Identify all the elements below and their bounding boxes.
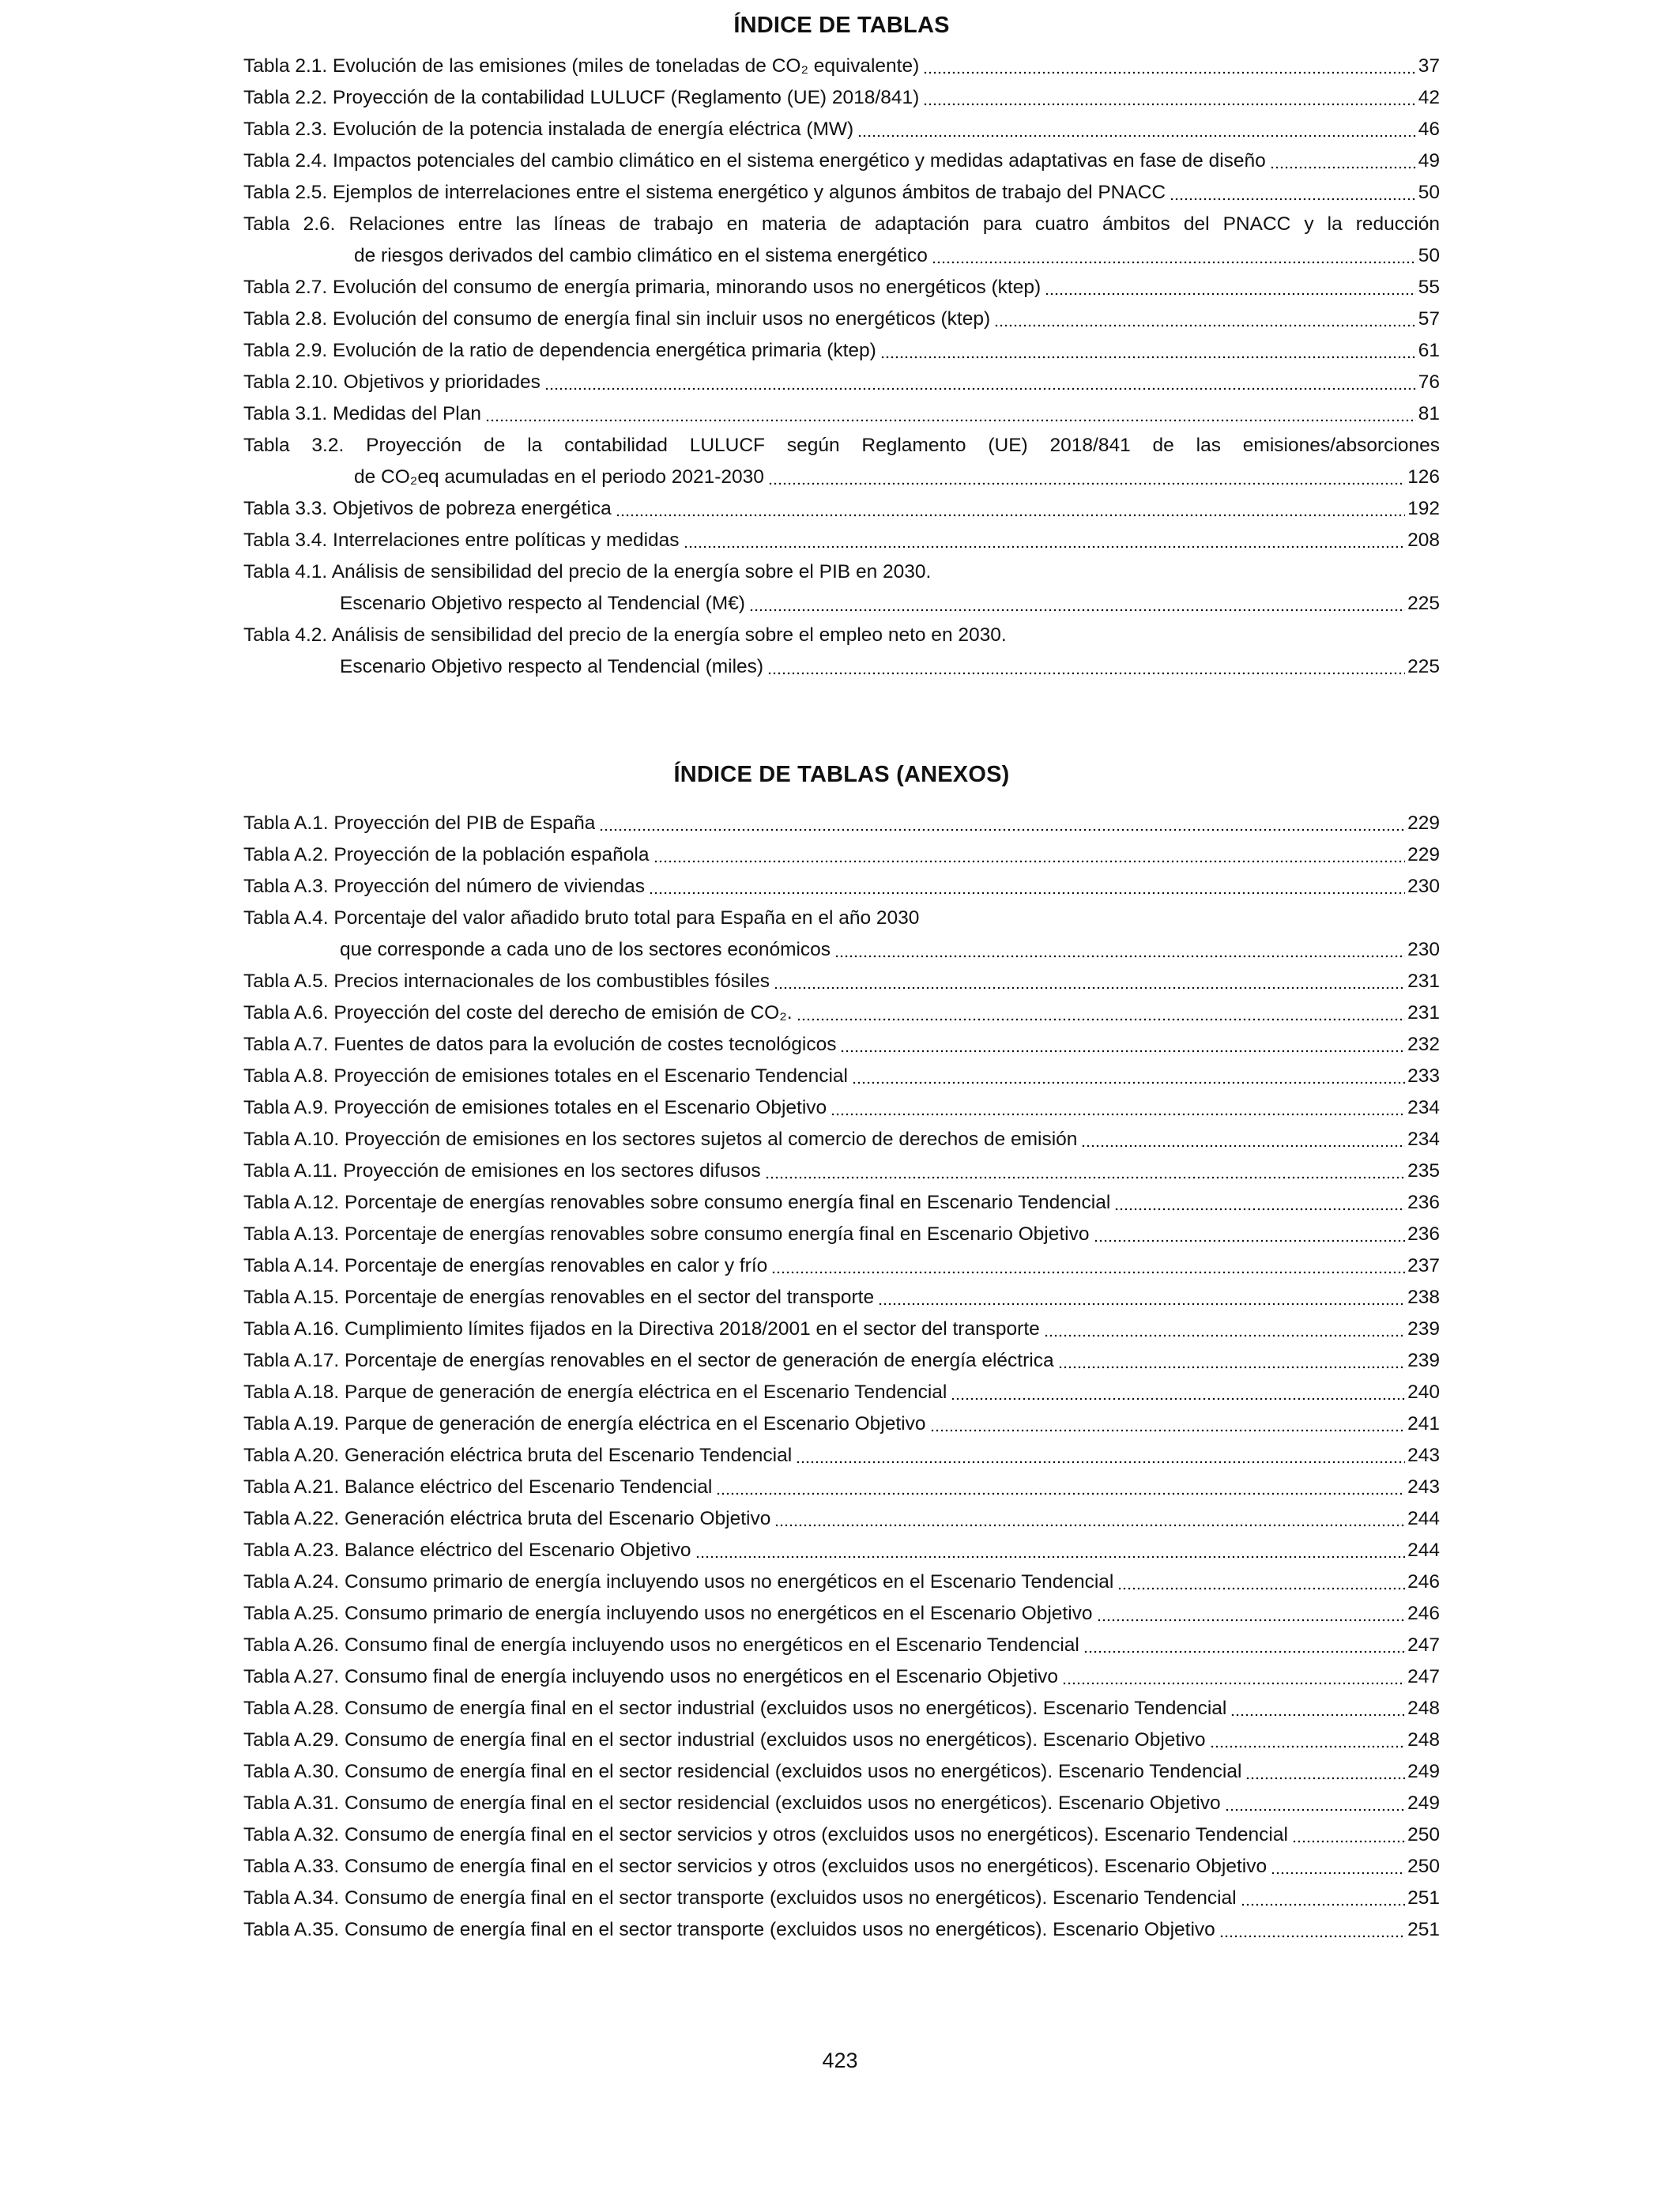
- toc-entry-page: 37: [1418, 55, 1440, 77]
- toc-entry-label: Tabla 3.1. Medidas del Plan: [243, 403, 481, 424]
- toc-entry-page: 239: [1407, 1350, 1440, 1371]
- toc-entry[interactable]: [243, 1598, 1440, 1630]
- toc-entry-label: Tabla A.25. Consumo primario de energía incluyendo usos no energéticos en el Escenario Objetivo: [243, 1603, 1093, 1624]
- toc-entry[interactable]: [243, 808, 1440, 839]
- toc-entry[interactable]: [243, 303, 1440, 335]
- annex-index-title: ÍNDICE DE TABLAS (ANEXOS): [673, 762, 1010, 787]
- toc-entry-label: Tabla 2.1. Evolución de las emisiones (miles de toneladas de CO₂ equivalente): [243, 55, 920, 77]
- dot-leader: [1225, 1808, 1406, 1812]
- toc-entry[interactable]: [243, 1029, 1440, 1061]
- toc-entry-page: 208: [1407, 530, 1440, 551]
- toc-entry-line2: [243, 934, 1440, 966]
- dot-leader: [544, 386, 1416, 391]
- dot-leader: [1094, 1238, 1406, 1243]
- toc-entry-label-line2: Escenario Objetivo respecto al Tendencial (M€): [340, 593, 745, 614]
- toc-entry[interactable]: [243, 1535, 1440, 1566]
- toc-entry-page: 57: [1418, 308, 1440, 330]
- toc-entry-label: Tabla A.3. Proyección del número de viviendas: [243, 876, 645, 897]
- toc-entry-label-line1: Tabla 4.1. Análisis de sensibilidad del precio de la energía sobre el PIB en 2030.: [243, 561, 932, 582]
- toc-entry-label: Tabla A.24. Consumo primario de energía incluyendo usos no energéticos en el Escenario Tendencial: [243, 1571, 1114, 1593]
- toc-entry-page: 231: [1407, 1002, 1440, 1023]
- toc-entry-line2: [243, 462, 1440, 493]
- toc-entry-label: Tabla 2.5. Ejemplos de interrelaciones entre el sistema energético y algunos ámbitos de trabajo del PNACC: [243, 182, 1166, 203]
- toc-entry[interactable]: [243, 209, 1440, 272]
- toc-entry-page: 250: [1407, 1856, 1440, 1877]
- toc-entry-page: 55: [1418, 277, 1440, 298]
- toc-entry[interactable]: [243, 177, 1440, 209]
- toc-entry-line2: [243, 240, 1440, 272]
- toc-entry-label: Tabla 2.8. Evolución del consumo de energía final sin incluir usos no energéticos (ktep): [243, 308, 991, 330]
- dot-leader: [485, 418, 1416, 423]
- toc-entry-page: 230: [1407, 876, 1440, 897]
- toc-entry-label: Tabla A.22. Generación eléctrica bruta del Escenario Objetivo: [243, 1508, 771, 1529]
- toc-entry-page: 244: [1407, 1540, 1440, 1561]
- dot-leader: [684, 545, 1406, 549]
- dot-leader: [923, 102, 1415, 107]
- toc-entry[interactable]: [243, 82, 1440, 114]
- toc-entry-label: Tabla A.19. Parque de generación de energía eléctrica en el Escenario Objetivo: [243, 1413, 926, 1434]
- dot-leader: [654, 859, 1406, 864]
- dot-leader: [599, 827, 1405, 832]
- toc-entry[interactable]: [243, 1725, 1440, 1756]
- toc-entry[interactable]: [243, 398, 1440, 430]
- toc-entry-label: Tabla A.17. Porcentaje de energías renovables en el sector de generación de energía eléctrica: [243, 1350, 1054, 1371]
- toc-entry-label-line2: que corresponde a cada uno de los sectores económicos: [340, 939, 831, 960]
- toc-entry-label: Tabla 3.3. Objetivos de pobreza energética: [243, 498, 612, 519]
- dot-leader: [1271, 1871, 1405, 1875]
- toc-entry-label: Tabla A.12. Porcentaje de energías renovables sobre consumo energía final en Escenario Tendencial: [243, 1192, 1111, 1213]
- toc-entry-label: Tabla A.13. Porcentaje de energías renovables sobre consumo energía final en Escenario Objetivo: [243, 1223, 1090, 1245]
- toc-entry-label: Tabla A.16. Cumplimiento límites fijados en la Directiva 2018/2001 en el sector del transporte: [243, 1318, 1040, 1340]
- dot-leader: [1270, 165, 1416, 170]
- dot-leader: [1245, 1776, 1405, 1781]
- toc-entry-line1: [243, 556, 1440, 588]
- toc-entry-page: 244: [1407, 1508, 1440, 1529]
- toc-entry-page: 42: [1418, 87, 1440, 108]
- toc-entry-page: 243: [1407, 1445, 1440, 1466]
- toc-entry[interactable]: [243, 839, 1440, 871]
- toc-entry-label: Tabla A.6. Proyección del coste del derecho de emisión de CO₂.: [243, 1002, 793, 1023]
- dot-leader: [1117, 1586, 1405, 1591]
- annex-tables-index: [243, 759, 1440, 1946]
- toc-entry[interactable]: [243, 1914, 1440, 1946]
- toc-entry-page: 243: [1407, 1476, 1440, 1498]
- toc-entry[interactable]: [243, 1566, 1440, 1598]
- dot-leader: [994, 323, 1416, 328]
- toc-entry[interactable]: [243, 1788, 1440, 1819]
- toc-entry-label: Tabla A.7. Fuentes de datos para la evolución de costes tecnológicos: [243, 1034, 837, 1055]
- toc-entry-label: Tabla A.32. Consumo de energía final en el sector servicios y otros (excluidos usos no energéticos). Escenario Tendencial: [243, 1824, 1288, 1845]
- dot-leader: [1044, 1333, 1405, 1338]
- toc-entry-page: 248: [1407, 1729, 1440, 1751]
- toc-entry[interactable]: [243, 1661, 1440, 1693]
- annex-index-list: [243, 808, 1440, 1946]
- dot-leader: [831, 1112, 1405, 1117]
- toc-entry-label: Tabla A.21. Balance eléctrico del Escenario Tendencial: [243, 1476, 713, 1498]
- dot-leader: [852, 1080, 1405, 1085]
- toc-entry-page: 236: [1407, 1192, 1440, 1213]
- toc-entry-label: Tabla A.9. Proyección de emisiones totales en el Escenario Objetivo: [243, 1097, 827, 1118]
- dot-leader: [616, 513, 1405, 518]
- toc-entry-label: Tabla 2.10. Objetivos y prioridades: [243, 371, 541, 393]
- toc-entry-label-line1: Tabla A.4. Porcentaje del valor añadido bruto total para España en el año 2030: [243, 907, 920, 929]
- dot-leader: [930, 1428, 1406, 1433]
- toc-entry-label: Tabla A.20. Generación eléctrica bruta del Escenario Tendencial: [243, 1445, 793, 1466]
- dot-leader: [840, 1049, 1405, 1054]
- toc-entry-label: Tabla A.30. Consumo de energía final en el sector residencial (excluidos usos no energéticos). Escenario Tendencial: [243, 1761, 1242, 1782]
- toc-entry-page: 236: [1407, 1223, 1440, 1245]
- dot-leader: [1292, 1839, 1405, 1844]
- toc-entry-label: Tabla 2.4. Impactos potenciales del cambio climático en el sistema energético y medidas adaptativas en fase de diseño: [243, 150, 1266, 172]
- dot-leader: [1230, 1713, 1405, 1717]
- toc-entry[interactable]: [243, 525, 1440, 556]
- dot-leader: [765, 1175, 1406, 1180]
- toc-entry[interactable]: [243, 1883, 1440, 1914]
- dot-leader: [951, 1397, 1405, 1401]
- toc-entry-page: 246: [1407, 1603, 1440, 1624]
- dot-leader: [716, 1491, 1405, 1496]
- toc-entry-page: 229: [1407, 844, 1440, 865]
- toc-entry-page: 232: [1407, 1034, 1440, 1055]
- toc-entry[interactable]: [243, 966, 1440, 997]
- toc-entry-label: Tabla A.23. Balance eléctrico del Escenario Objetivo: [243, 1540, 691, 1561]
- toc-entry-page: 50: [1418, 245, 1440, 266]
- toc-entry-page: 231: [1407, 971, 1440, 992]
- toc-entry-page: 46: [1418, 119, 1440, 140]
- dot-leader: [878, 1302, 1405, 1306]
- toc-entry-label-line1: Tabla 2.6. Relaciones entre las líneas de trabajo en materia de adaptación para cuatro ámbitos del PNACC y la reducción: [243, 213, 1440, 235]
- toc-entry[interactable]: [243, 1187, 1440, 1219]
- toc-entry-page: 240: [1407, 1382, 1440, 1403]
- toc-entry[interactable]: [243, 272, 1440, 303]
- toc-entry[interactable]: [243, 1092, 1440, 1124]
- dot-leader: [768, 481, 1405, 486]
- toc-entry[interactable]: [243, 1124, 1440, 1155]
- toc-entry[interactable]: [243, 114, 1440, 145]
- dot-leader: [1083, 1649, 1405, 1654]
- toc-entry-label: Tabla A.29. Consumo de energía final en el sector industrial (excluidos usos no energéticos). Escenario Objetivo: [243, 1729, 1206, 1751]
- toc-entry-page: 249: [1407, 1761, 1440, 1782]
- toc-entry[interactable]: [243, 1756, 1440, 1788]
- toc-entry-page: 250: [1407, 1824, 1440, 1845]
- dot-leader: [834, 954, 1405, 959]
- toc-entry-label: Tabla A.33. Consumo de energía final en el sector servicios y otros (excluidos usos no energéticos). Escenario Objetivo: [243, 1856, 1268, 1877]
- toc-entry-page: 225: [1407, 593, 1440, 614]
- toc-entry-page: 81: [1418, 403, 1440, 424]
- dot-leader: [1114, 1207, 1405, 1212]
- toc-entry-label: Tabla A.35. Consumo de energía final en el sector transporte (excluidos usos no energéticos). Escenario Objetivo: [243, 1919, 1215, 1940]
- toc-entry[interactable]: [243, 1314, 1440, 1345]
- dot-leader: [1097, 1618, 1406, 1623]
- toc-entry[interactable]: [243, 1440, 1440, 1472]
- toc-entry[interactable]: [243, 1345, 1440, 1377]
- dot-leader: [1062, 1681, 1405, 1686]
- toc-entry-label: Tabla 3.4. Interrelaciones entre políticas y medidas: [243, 530, 680, 551]
- toc-entry-page: 233: [1407, 1065, 1440, 1087]
- toc-entry-page: 230: [1407, 939, 1440, 960]
- toc-entry-page: 225: [1407, 656, 1440, 677]
- toc-entry-page: 238: [1407, 1287, 1440, 1308]
- dot-leader: [1058, 1365, 1406, 1370]
- tables-index-title: ÍNDICE DE TABLAS: [733, 13, 950, 38]
- dot-leader: [880, 355, 1416, 360]
- toc-entry-label: Tabla A.26. Consumo final de energía incluyendo usos no energéticos en el Escenario Tendencial: [243, 1634, 1079, 1656]
- dot-leader: [1081, 1144, 1405, 1148]
- toc-entry-label: Tabla A.8. Proyección de emisiones totales en el Escenario Tendencial: [243, 1065, 848, 1087]
- tables-index-list: [243, 51, 1440, 683]
- toc-entry[interactable]: [243, 1693, 1440, 1725]
- dot-leader: [923, 70, 1415, 75]
- toc-entry-label: Tabla 2.3. Evolución de la potencia instalada de energía eléctrica (MW): [243, 119, 854, 140]
- toc-entry-page: 246: [1407, 1571, 1440, 1593]
- toc-entry-label: Tabla A.31. Consumo de energía final en el sector residencial (excluidos usos no energéticos). Escenario Objetivo: [243, 1793, 1221, 1814]
- toc-entry-line2: [243, 588, 1440, 620]
- toc-entry-page: 229: [1407, 812, 1440, 834]
- toc-entry[interactable]: [243, 1408, 1440, 1440]
- toc-entry-page: 251: [1407, 1919, 1440, 1940]
- toc-entry-page: 49: [1418, 150, 1440, 172]
- toc-entry-page: 247: [1407, 1666, 1440, 1687]
- toc-entry-line1: [243, 903, 1440, 934]
- toc-entry[interactable]: [243, 620, 1440, 683]
- toc-entry-page: 192: [1407, 498, 1440, 519]
- dot-leader: [749, 608, 1405, 613]
- toc-entry-page: 61: [1418, 340, 1440, 361]
- toc-entry-page: 247: [1407, 1634, 1440, 1656]
- toc-entry[interactable]: [243, 51, 1440, 82]
- toc-entry-label-line2: de riesgos derivados del cambio climático en el sistema energético: [354, 245, 928, 266]
- toc-entry-line1: [243, 620, 1440, 651]
- toc-entry[interactable]: [243, 430, 1440, 493]
- toc-entry[interactable]: [243, 493, 1440, 525]
- toc-entry[interactable]: [243, 1061, 1440, 1092]
- toc-entry-page: 50: [1418, 182, 1440, 203]
- toc-entry[interactable]: [243, 145, 1440, 177]
- toc-entry[interactable]: [243, 1503, 1440, 1535]
- toc-entry-page: 234: [1407, 1129, 1440, 1150]
- dot-leader: [857, 134, 1416, 138]
- toc-entry-label-line2: Escenario Objetivo respecto al Tendencial (miles): [340, 656, 764, 677]
- dot-leader: [796, 1460, 1405, 1465]
- toc-entry[interactable]: [243, 1155, 1440, 1187]
- toc-entry[interactable]: [243, 1851, 1440, 1883]
- toc-entry[interactable]: [243, 335, 1440, 367]
- toc-entry-label: Tabla A.15. Porcentaje de energías renovables en el sector del transporte: [243, 1287, 875, 1308]
- dot-leader: [771, 1270, 1405, 1275]
- toc-entry[interactable]: [243, 1377, 1440, 1408]
- toc-entry[interactable]: [243, 1819, 1440, 1851]
- toc-entry[interactable]: [243, 367, 1440, 398]
- toc-entry[interactable]: [243, 1250, 1440, 1282]
- toc-entry-page: 76: [1418, 371, 1440, 393]
- toc-entry-label: Tabla A.10. Proyección de emisiones en los sectores sujetos al comercio de derechos de emisión: [243, 1129, 1078, 1150]
- toc-entry[interactable]: [243, 903, 1440, 966]
- toc-entry-label: Tabla A.1. Proyección del PIB de España: [243, 812, 596, 834]
- toc-entry-page: 249: [1407, 1793, 1440, 1814]
- dot-leader: [774, 1523, 1405, 1528]
- toc-entry[interactable]: [243, 1219, 1440, 1250]
- toc-entry-label: Tabla A.5. Precios internacionales de los combustibles fósiles: [243, 971, 770, 992]
- toc-entry-label: Tabla 2.7. Evolución del consumo de energía primaria, minorando usos no energéticos (ktep): [243, 277, 1042, 298]
- toc-entry-page: 241: [1407, 1413, 1440, 1434]
- toc-entry-page: 248: [1407, 1698, 1440, 1719]
- toc-entry-page: 234: [1407, 1097, 1440, 1118]
- dot-leader: [1170, 197, 1416, 202]
- toc-entry-label: Tabla A.27. Consumo final de energía incluyendo usos no energéticos en el Escenario Objetivo: [243, 1666, 1059, 1687]
- toc-entry[interactable]: [243, 1472, 1440, 1503]
- dot-leader: [1045, 292, 1416, 296]
- dot-leader: [649, 891, 1405, 895]
- toc-entry-label-line2: de CO₂eq acumuladas en el periodo 2021-2030: [354, 466, 764, 488]
- dot-leader: [797, 1017, 1406, 1022]
- dot-leader: [767, 671, 1405, 676]
- toc-entry-label: Tabla A.18. Parque de generación de energía eléctrica en el Escenario Tendencial: [243, 1382, 947, 1403]
- toc-entry[interactable]: [243, 1282, 1440, 1314]
- toc-entry[interactable]: [243, 997, 1440, 1029]
- toc-entry-line2: [243, 651, 1440, 683]
- dot-leader: [932, 260, 1416, 265]
- dot-leader: [1210, 1744, 1406, 1749]
- toc-entry-page: 235: [1407, 1160, 1440, 1182]
- toc-entry-label-line1: Tabla 3.2. Proyección de la contabilidad LULUCF según Reglamento (UE) 2018/841 de las emisiones/absorciones: [243, 435, 1440, 456]
- toc-entry[interactable]: [243, 871, 1440, 903]
- dot-leader: [1241, 1902, 1406, 1907]
- dot-leader: [774, 986, 1405, 990]
- toc-entry-label: Tabla A.11. Proyección de emisiones en los sectores difusos: [243, 1160, 761, 1182]
- toc-entry-page: 239: [1407, 1318, 1440, 1340]
- toc-entry-label: Tabla A.28. Consumo de energía final en el sector industrial (excluidos usos no energéticos). Escenario Tendencial: [243, 1698, 1227, 1719]
- toc-entry-label: Tabla 2.9. Evolución de la ratio de dependencia energética primaria (ktep): [243, 340, 876, 361]
- toc-entry-label: Tabla A.34. Consumo de energía final en el sector transporte (excluidos usos no energéticos). Escenario Tendencial: [243, 1887, 1237, 1909]
- toc-entry[interactable]: [243, 556, 1440, 620]
- toc-entry-page: 237: [1407, 1255, 1440, 1276]
- page-number: 423: [822, 2049, 858, 2072]
- toc-entry-label-line1: Tabla 4.2. Análisis de sensibilidad del precio de la energía sobre el empleo neto en 2030.: [243, 624, 1007, 646]
- toc-entry[interactable]: [243, 1630, 1440, 1661]
- toc-entry-page: 251: [1407, 1887, 1440, 1909]
- toc-entry-label: Tabla 2.2. Proyección de la contabilidad LULUCF (Reglamento (UE) 2018/841): [243, 87, 920, 108]
- toc-entry-label: Tabla A.2. Proyección de la población española: [243, 844, 650, 865]
- tables-index: [243, 9, 1440, 683]
- dot-leader: [695, 1555, 1406, 1559]
- dot-leader: [1219, 1934, 1405, 1939]
- toc-entry-label: Tabla A.14. Porcentaje de energías renovables en calor y frío: [243, 1255, 768, 1276]
- toc-entry-page: 126: [1407, 466, 1440, 488]
